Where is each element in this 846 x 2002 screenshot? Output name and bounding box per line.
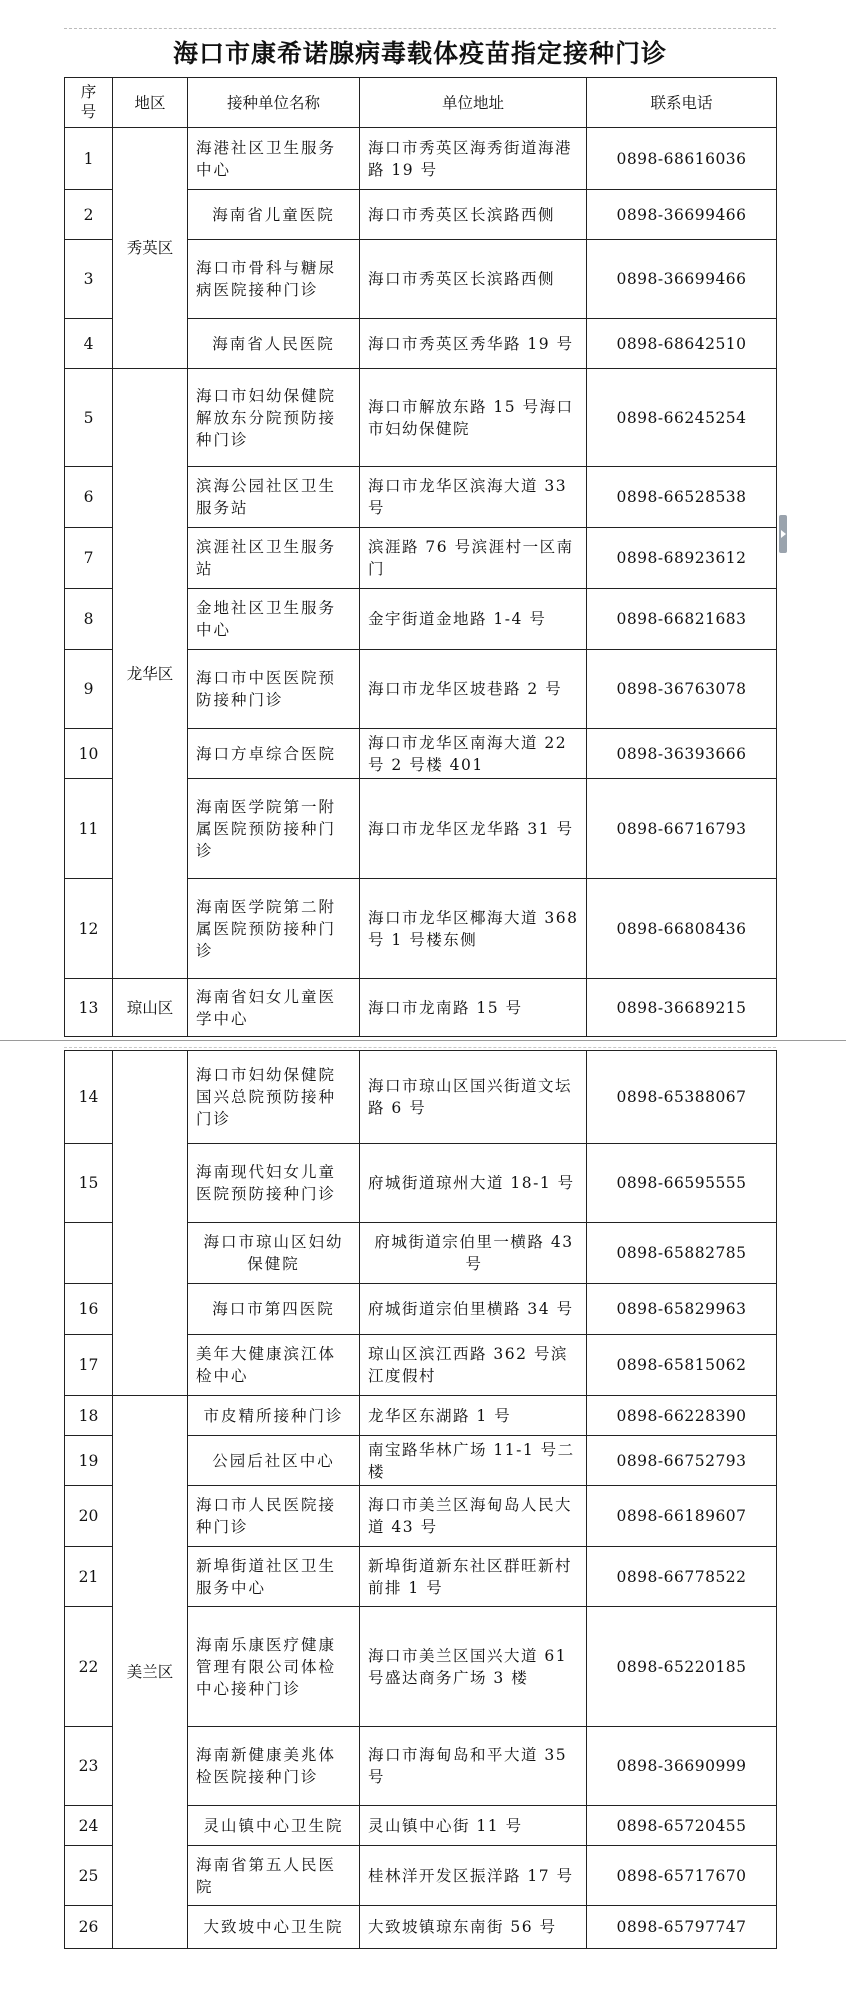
unit-name: 海南省第五人民医院: [188, 1846, 360, 1906]
row-number: 4: [65, 319, 113, 369]
row-number: 11: [65, 779, 113, 879]
unit-address: 海口市秀英区海秀街道海港路 19 号: [360, 128, 587, 190]
row-number: 14: [65, 1051, 113, 1144]
unit-name: 海南新健康美兆体检医院接种门诊: [188, 1727, 360, 1806]
district-cell-continued: [113, 1051, 188, 1396]
clinic-table-part-1: [64, 77, 777, 1037]
unit-phone: 0898-65717670: [587, 1846, 777, 1906]
row-number: 12: [65, 879, 113, 979]
unit-name: 海南省妇女儿童医学中心: [188, 979, 360, 1037]
row-number: 2: [65, 190, 113, 240]
row-number: [65, 1223, 113, 1284]
unit-phone: 0898-66228390: [587, 1396, 777, 1436]
unit-phone: 0898-65882785: [587, 1223, 777, 1284]
unit-phone: 0898-66716793: [587, 779, 777, 879]
row-number: 6: [65, 467, 113, 528]
unit-address: 海口市海甸岛和平大道 35 号: [360, 1727, 587, 1806]
unit-phone: 0898-65388067: [587, 1051, 777, 1144]
unit-address: 滨涯路 76 号滨涯村一区南门: [360, 528, 587, 589]
unit-name: 灵山镇中心卫生院: [188, 1806, 360, 1846]
district-cell: 秀英区: [113, 128, 188, 369]
unit-phone: 0898-68923612: [587, 528, 777, 589]
unit-name: 海南医学院第二附属医院预防接种门诊: [188, 879, 360, 979]
row-number: 20: [65, 1486, 113, 1547]
unit-address: 新埠街道新东社区群旺新村前排 1 号: [360, 1547, 587, 1607]
header-address: 单位地址: [360, 78, 587, 128]
row-number: 18: [65, 1396, 113, 1436]
row-number: 10: [65, 729, 113, 779]
page-break-dash: [64, 1047, 776, 1048]
district-cell: 琼山区: [113, 979, 188, 1037]
row-number: 23: [65, 1727, 113, 1806]
unit-phone: 0898-66821683: [587, 589, 777, 650]
unit-address: 海口市秀英区长滨路西侧: [360, 240, 587, 319]
side-scroll-tab[interactable]: [779, 515, 787, 553]
unit-phone: 0898-36699466: [587, 240, 777, 319]
unit-address: 海口市龙南路 15 号: [360, 979, 587, 1037]
unit-address: 海口市龙华区龙华路 31 号: [360, 779, 587, 879]
table-row: [65, 1396, 777, 1436]
row-number: 21: [65, 1547, 113, 1607]
unit-name: 海口市琼山区妇幼保健院: [188, 1223, 360, 1284]
row-number: 17: [65, 1335, 113, 1396]
unit-phone: 0898-66245254: [587, 369, 777, 467]
unit-address: 府城街道琼州大道 18-1 号: [360, 1144, 587, 1223]
unit-address: 海口市龙华区南海大道 22 号 2 号楼 401: [360, 729, 587, 779]
unit-name: 海南省儿童医院: [188, 190, 360, 240]
unit-address: 海口市秀英区秀华路 19 号: [360, 319, 587, 369]
unit-phone: 0898-65220185: [587, 1607, 777, 1727]
row-number: 1: [65, 128, 113, 190]
unit-name: 海口市第四医院: [188, 1284, 360, 1335]
row-number: 5: [65, 369, 113, 467]
unit-address: 龙华区东湖路 1 号: [360, 1396, 587, 1436]
unit-phone: 0898-65829963: [587, 1284, 777, 1335]
unit-address: 海口市美兰区国兴大道 61 号盛达商务广场 3 楼: [360, 1607, 587, 1727]
row-number: 24: [65, 1806, 113, 1846]
unit-name: 海港社区卫生服务中心: [188, 128, 360, 190]
unit-name: 市皮精所接种门诊: [188, 1396, 360, 1436]
document-title: 海口市康希诺腺病毒载体疫苗指定接种门诊: [172, 39, 667, 68]
unit-phone: 0898-68642510: [587, 319, 777, 369]
unit-name: 滨涯社区卫生服务站: [188, 528, 360, 589]
clinic-table-part-2: [64, 1050, 777, 1949]
row-number: 7: [65, 528, 113, 589]
unit-address: 灵山镇中心街 11 号: [360, 1806, 587, 1846]
unit-address: 琼山区滨江西路 362 号滨江度假村: [360, 1335, 587, 1396]
unit-phone: 0898-36690999: [587, 1727, 777, 1806]
unit-phone: 0898-36393666: [587, 729, 777, 779]
table-header-row: [65, 78, 777, 128]
row-number: 15: [65, 1144, 113, 1223]
table-row: [65, 1051, 777, 1144]
row-number: 26: [65, 1906, 113, 1949]
unit-name: 美年大健康滨江体检中心: [188, 1335, 360, 1396]
unit-phone: 0898-66752793: [587, 1436, 777, 1486]
unit-phone: 0898-65815062: [587, 1335, 777, 1396]
unit-address: 海口市龙华区椰海大道 368 号 1 号楼东侧: [360, 879, 587, 979]
row-number: 16: [65, 1284, 113, 1335]
unit-name: 海南医学院第一附属医院预防接种门诊: [188, 779, 360, 879]
unit-address: 海口市美兰区海甸岛人民大道 43 号: [360, 1486, 587, 1547]
unit-name: 海南省人民医院: [188, 319, 360, 369]
unit-address: 府城街道宗伯里横路 34 号: [360, 1284, 587, 1335]
unit-phone: 0898-68616036: [587, 128, 777, 190]
row-number: 9: [65, 650, 113, 729]
unit-address: 海口市龙华区坡巷路 2 号: [360, 650, 587, 729]
unit-name: 金地社区卫生服务中心: [188, 589, 360, 650]
unit-name: 大致坡中心卫生院: [188, 1906, 360, 1949]
header-phone: 联系电话: [587, 78, 777, 128]
row-number: 19: [65, 1436, 113, 1486]
unit-phone: 0898-66778522: [587, 1547, 777, 1607]
unit-name: 海南乐康医疗健康管理有限公司体检中心接种门诊: [188, 1607, 360, 1727]
row-number: 8: [65, 589, 113, 650]
header-district: 地区: [113, 78, 188, 128]
unit-address: 南宝路华林广场 11-1 号二楼: [360, 1436, 587, 1486]
unit-name: 新埠街道社区卫生服务中心: [188, 1547, 360, 1607]
district-cell: 龙华区: [113, 369, 188, 979]
unit-phone: 0898-36699466: [587, 190, 777, 240]
unit-name: 海口市中医医院预防接种门诊: [188, 650, 360, 729]
table-row: [65, 979, 777, 1037]
page-break-line: [0, 1040, 846, 1041]
unit-name: 海口市骨科与糖尿病医院接种门诊: [188, 240, 360, 319]
unit-phone: 0898-65797747: [587, 1906, 777, 1949]
unit-address: 海口市解放东路 15 号海口市妇幼保健院: [360, 369, 587, 467]
unit-address: 桂林洋开发区振洋路 17 号: [360, 1846, 587, 1906]
unit-name: 海口市妇幼保健院解放东分院预防接种门诊: [188, 369, 360, 467]
unit-name: 滨海公园社区卫生服务站: [188, 467, 360, 528]
unit-address: 府城街道宗伯里一横路 43 号: [360, 1223, 587, 1284]
unit-address: 海口市琼山区国兴街道文坛路 6 号: [360, 1051, 587, 1144]
unit-address: 海口市秀英区长滨路西侧: [360, 190, 587, 240]
unit-phone: 0898-66595555: [587, 1144, 777, 1223]
district-cell: 美兰区: [113, 1396, 188, 1949]
header-unit: 接种单位名称: [188, 78, 360, 128]
unit-phone: 0898-36763078: [587, 650, 777, 729]
unit-phone: 0898-66808436: [587, 879, 777, 979]
unit-address: 金宇街道金地路 1-4 号: [360, 589, 587, 650]
unit-name: 海南现代妇女儿童医院预防接种门诊: [188, 1144, 360, 1223]
row-number: 25: [65, 1846, 113, 1906]
row-number: 13: [65, 979, 113, 1037]
unit-phone: 0898-66189607: [587, 1486, 777, 1547]
unit-address: 大致坡镇琼东南街 56 号: [360, 1906, 587, 1949]
unit-phone: 0898-66528538: [587, 467, 777, 528]
row-number: 22: [65, 1607, 113, 1727]
unit-name: 海口方卓综合医院: [188, 729, 360, 779]
unit-phone: 0898-65720455: [587, 1806, 777, 1846]
table-row: [65, 369, 777, 467]
unit-name: 公园后社区中心: [188, 1436, 360, 1486]
unit-phone: 0898-36689215: [587, 979, 777, 1037]
unit-address: 海口市龙华区滨海大道 33 号: [360, 467, 587, 528]
row-number: 3: [65, 240, 113, 319]
unit-name: 海口市人民医院接种门诊: [188, 1486, 360, 1547]
header-seq: 序号: [65, 78, 113, 128]
table-row: [65, 128, 777, 190]
unit-name: 海口市妇幼保健院国兴总院预防接种门诊: [188, 1051, 360, 1144]
